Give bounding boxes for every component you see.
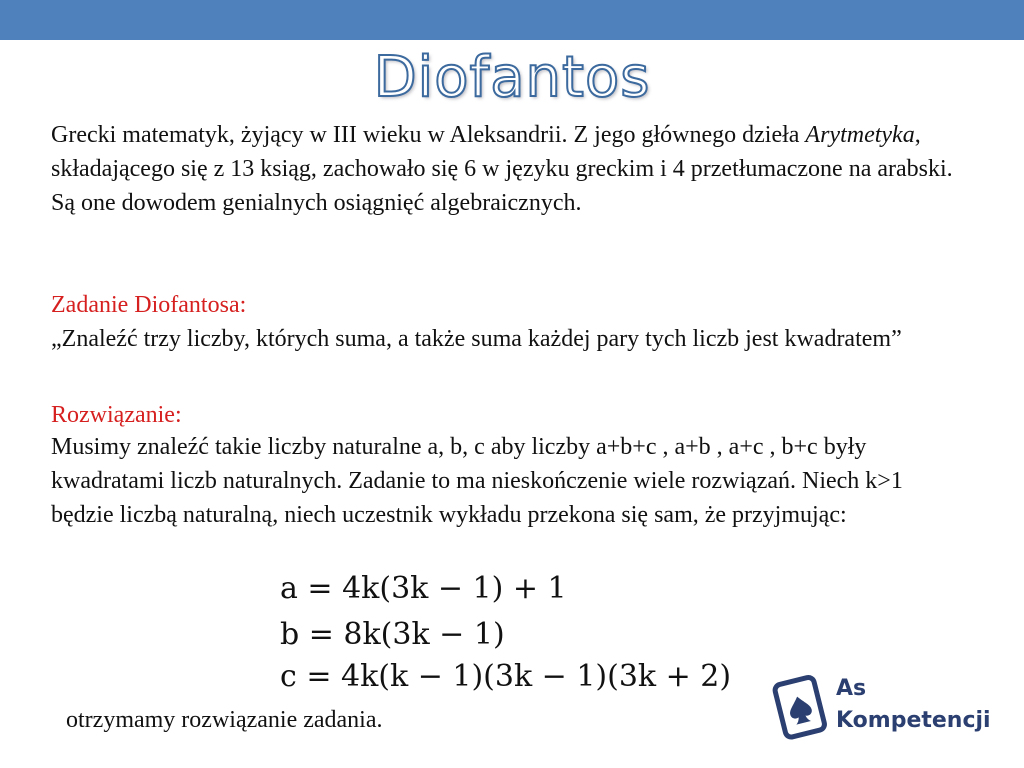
formula-c: c = 4k(k − 1)(3k − 1)(3k + 2) (280, 659, 732, 694)
intro-paragraph (51, 118, 971, 220)
logo-line-2: Kompetencji (836, 708, 991, 733)
spade-card-icon (770, 668, 832, 744)
slide-title: Diofantos (373, 45, 651, 110)
formula-b: b = 8k(3k − 1) (280, 617, 505, 652)
conclusion-text: otrzymamy rozwiązanie zadania. (66, 707, 383, 733)
task-heading: Zadanie Diofantosa: (51, 292, 247, 318)
as-kompetencji-logo (770, 668, 1010, 748)
formula-a: a = 4k(3k − 1) + 1 (280, 571, 567, 606)
book-title: Arytmetyka (805, 122, 915, 148)
solution-heading: Rozwiązanie: (51, 402, 182, 428)
intro-text-start: Grecki matematyk, żyjący w III wieku w Aleksandrii. Z jego głównego dzieła (51, 122, 806, 148)
task-text: „Znaleźć trzy liczby, których suma, a także suma każdej pary tych liczb jest kwadratem” (51, 326, 902, 352)
intro-text-end: , składającego się z 13 ksiąg, zachowało się 6 w języku greckim i 4 przetłumaczone na arabski. Są one dowodem genialnych osiągnięć algebraicznych. (51, 122, 953, 216)
solution-text: Musimy znaleźć takie liczby naturalne a, b, c aby liczby a+b+c , a+b , a+c , b+c były kwadratami liczb naturalnych. Zadanie to ma nieskończenie wiele rozwiązań. Niech k>1 będzie liczbą naturalną, niech uczestnik wykładu przekona się sam, że przyjmując: (51, 434, 903, 528)
top-bar (0, 0, 1024, 40)
logo-line-1: As (836, 676, 867, 701)
